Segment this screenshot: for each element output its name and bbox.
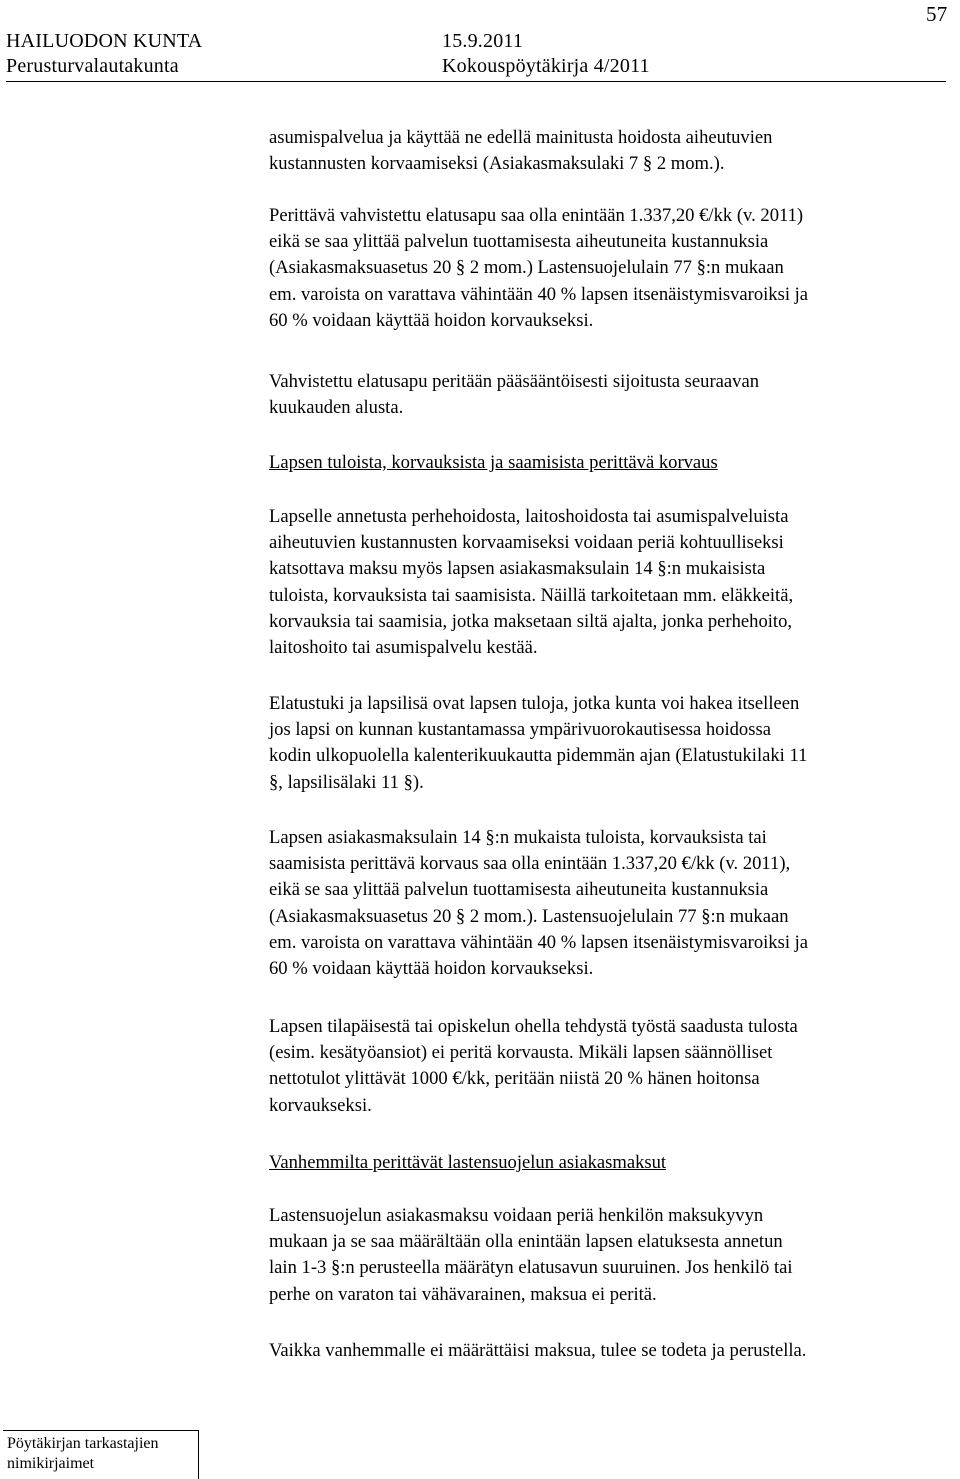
paragraph-maintenance-limit	[269, 203, 951, 334]
text-line: katsottava maksu myös lapsen asiakasmaksulain 14 §:n mukaisista	[269, 558, 766, 580]
section-heading-parent-fees	[269, 1150, 951, 1176]
text-line: laitoshoito tai asumispalvelu kestää.	[269, 637, 538, 659]
text-line: 60 % voidaan käyttää hoidon korvaukseksi.	[269, 958, 594, 980]
text-line: asumispalvelua ja käyttää ne edellä mainitusta hoidosta aiheutuvien	[269, 127, 773, 148]
text-line: (esim. kesätyöansiot) ei peritä korvausta. Mikäli lapsen säännölliset	[269, 1042, 773, 1064]
paragraph-service-costs	[269, 125, 951, 177]
text-line: saamisista perittävä korvaus saa olla enintään 1.337,20 €/kk (v. 2011),	[269, 853, 791, 875]
paragraph-temporary-work	[269, 1014, 951, 1119]
footer-line: nimikirjaimet	[7, 1455, 95, 1472]
text-line: Elatustuki ja lapsilisä ovat lapsen tuloja, jotka kunta voi hakea itselleen	[269, 693, 800, 714]
text-line: kuukauden alusta.	[269, 397, 404, 419]
text-line: Lapselle annetusta perhehoidosta, laitoshoidosta tai asumispalveluista	[269, 506, 789, 527]
text-line: lain 1-3 §:n perusteella määrätyn elatusavun suuruinen. Jos henkilö tai	[269, 1257, 793, 1279]
paragraph-parent-fee	[269, 1203, 951, 1308]
text-line: jos lapsi on kunnan kustantamassa ympärivuorokautisessa hoidossa	[269, 719, 771, 741]
text-line: em. varoista on varattava vähintään 40 % lapsen itsenäistymisvaroiksi ja	[269, 283, 809, 305]
text-line: §, lapsilisälaki 11 §).	[269, 771, 424, 793]
text-line: 60 % voidaan käyttää hoidon korvaukseksi.	[269, 309, 594, 331]
municipality-name: HAILUODON KUNTA	[6, 30, 203, 52]
text-line: Vaikka vanhemmalle ei määrättäisi maksua, tulee se todeta ja perustella.	[269, 1340, 807, 1361]
meeting-date: 15.9.2011	[442, 30, 524, 52]
text-line: kustannusten korvaamiseksi (Asiakasmaksulaki 7 § 2 mom.).	[269, 153, 725, 175]
header-rule	[6, 81, 946, 82]
heading-text: Lapsen tuloista, korvauksista ja saamisista perittävä korvaus	[269, 452, 718, 473]
text-line: kodin ulkopuolella kalenterikuukautta pidemmän ajan (Elatustukilaki 11	[269, 745, 808, 767]
text-line: mukaan ja se saa määrältään olla enintään lapsen elatuksesta annetun	[269, 1231, 783, 1253]
text-line: aiheutuvien kustannusten korvaamiseksi voidaan periä kohtuulliseksi	[269, 532, 784, 554]
text-line: eikä se saa ylittää palvelun tuottamisesta aiheutuneita kustannuksia	[269, 231, 769, 253]
text-line: korvaukseksi.	[269, 1094, 372, 1116]
heading-text: Vanhemmilta perittävät lastensuojelun asiakasmaksut	[269, 1152, 667, 1173]
board-name: Perusturvalautakunta	[6, 55, 179, 77]
text-line: (Asiakasmaksuasetus 20 § 2 mom.). Lastensuojelulain 77 §:n mukaan	[269, 905, 789, 927]
paragraph-compensation-limit	[269, 825, 951, 982]
paragraph-child-benefits	[269, 691, 951, 796]
text-line: eikä se saa ylittää palvelun tuottamisesta aiheutuneita kustannuksia	[269, 879, 769, 901]
text-line: Vahvistettu elatusapu peritään pääsääntöisesti sijoitusta seuraavan	[269, 371, 760, 392]
text-line: nettotulot ylittävät 1000 €/kk, peritään niistä 20 % hänen hoitonsa	[269, 1068, 760, 1090]
text-line: (Asiakasmaksuasetus 20 § 2 mom.) Lastensuojelulain 77 §:n mukaan	[269, 257, 784, 279]
section-heading-child-income	[269, 450, 951, 476]
text-line: perhe on varaton tai vähävarainen, maksua ei peritä.	[269, 1283, 657, 1305]
footer-initials-label	[7, 1434, 159, 1474]
paragraph-child-income-fee	[269, 504, 951, 661]
text-line: Perittävä vahvistettu elatusapu saa olla enintään 1.337,20 €/kk (v. 2011)	[269, 205, 804, 226]
text-line: Lapsen tilapäisestä tai opiskelun ohella tehdystä työstä saadusta tulosta	[269, 1016, 798, 1037]
text-line: Lapsen asiakasmaksulain 14 §:n mukaista tuloista, korvauksista tai	[269, 827, 767, 848]
text-line: korvauksia tai saamisia, jotka maksetaan siltä ajalta, jonka perhehoito,	[269, 610, 793, 632]
text-line: em. varoista on varattava vähintään 40 % lapsen itsenäistymisvaroiksi ja	[269, 931, 809, 953]
paragraph-justification	[269, 1338, 951, 1364]
footer-line: Pöytäkirjan tarkastajien	[7, 1435, 159, 1452]
minutes-title: Kokouspöytäkirja 4/2011	[442, 55, 650, 77]
text-line: Lastensuojelun asiakasmaksu voidaan periä henkilön maksukyvyn	[269, 1205, 764, 1226]
text-line: tuloista, korvauksista tai saamisista. Näillä tarkoitetaan mm. eläkkeitä,	[269, 584, 794, 606]
paragraph-collection-start	[269, 369, 951, 421]
page-number: 57	[926, 2, 948, 26]
